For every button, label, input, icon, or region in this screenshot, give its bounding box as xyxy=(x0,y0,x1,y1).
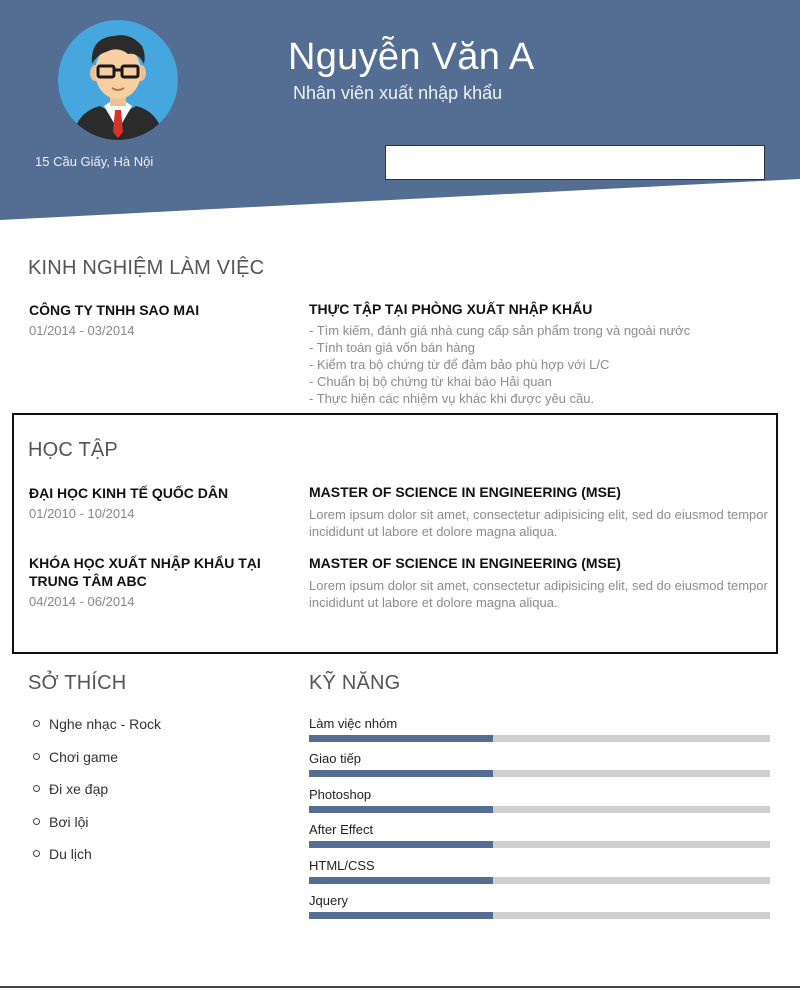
skill-name: Giao tiếp xyxy=(309,751,362,767)
list-item xyxy=(33,749,161,782)
education-date: 01/2010 - 10/2014 xyxy=(29,506,135,521)
skill-bar xyxy=(309,841,770,848)
experience-task: - Kiểm tra bộ chứng từ để đảm bảo phù hợp với L/C xyxy=(309,357,610,372)
skill-item xyxy=(309,716,771,751)
skill-item xyxy=(309,893,771,928)
education-description: Lorem ipsum dolor sit amet, consectetur adipisicing elit, sed do eiusmod tempor incididunt ut labore et dolore magna aliqua. xyxy=(309,507,768,539)
man-with-glasses-avatar-icon xyxy=(58,20,178,140)
avatar xyxy=(58,20,178,140)
hobby-label: Bơi lội xyxy=(49,813,89,830)
contact-box[interactable] xyxy=(385,145,765,180)
skill-name: Jquery xyxy=(309,892,349,908)
hobby-label: Đi xe đạp xyxy=(49,781,109,797)
education-school: ĐẠI HỌC KINH TẾ QUỐC DÂN xyxy=(29,485,229,501)
skill-name: Photoshop xyxy=(309,786,372,802)
skill-item xyxy=(309,822,771,857)
education-school: KHÓA HỌC XUẤT NHẬP KHẨU TẠI TRUNG TÂM ABC xyxy=(29,555,261,589)
circle-bullet-icon xyxy=(33,720,40,727)
education-degree: MASTER OF SCIENCE IN ENGINEERING (MSE) xyxy=(309,555,621,571)
education-description: Lorem ipsum dolor sit amet, consectetur adipisicing elit, sed do eiusmod tempor incididunt ut labore et dolore magna aliqua. xyxy=(309,578,768,610)
hobby-label: Nghe nhạc - Rock xyxy=(49,716,162,732)
experience-section-title: KINH NGHIỆM LÀM VIỆC xyxy=(28,257,265,279)
experience-task: - Thực hiện các nhiệm vụ khác khi được yêu cầu. xyxy=(309,391,595,406)
skill-bar-fill xyxy=(309,735,493,742)
list-item xyxy=(33,781,161,814)
skill-bar-fill xyxy=(309,877,493,884)
skill-list xyxy=(309,716,771,928)
skill-name: Làm việc nhóm xyxy=(309,716,398,731)
hobby-list xyxy=(33,716,161,879)
circle-bullet-icon xyxy=(33,850,40,857)
hobby-label: Du lịch xyxy=(49,846,92,862)
skill-item xyxy=(309,787,771,822)
candidate-name: Nguyễn Văn A xyxy=(288,36,535,78)
skill-bar-fill xyxy=(309,770,493,777)
skill-item xyxy=(309,858,771,893)
skill-item xyxy=(309,751,771,786)
skill-bar xyxy=(309,735,770,742)
skill-bar xyxy=(309,806,770,813)
experience-task: - Tính toán giá vốn bán hàng xyxy=(309,340,475,355)
hobby-label: Chơi game xyxy=(49,748,119,765)
experience-company: CÔNG TY TNHH SAO MAI xyxy=(29,302,200,318)
skill-bar xyxy=(309,877,770,884)
hobbies-section-title: SỞ THÍCH xyxy=(28,672,127,694)
skill-bar-fill xyxy=(309,806,493,813)
circle-bullet-icon xyxy=(33,753,40,760)
circle-bullet-icon xyxy=(33,818,40,825)
experience-task: - Tìm kiếm, đánh giá nhà cung cấp sản phẩm trong và ngoài nước xyxy=(309,323,691,338)
experience-role: THỰC TẬP TẠI PHÒNG XUẤT NHẬP KHẨU xyxy=(309,301,593,317)
education-date: 04/2014 - 06/2014 xyxy=(29,594,135,609)
skill-bar-fill xyxy=(309,912,493,919)
circle-bullet-icon xyxy=(33,785,40,792)
list-item xyxy=(33,846,161,879)
list-item xyxy=(33,814,161,847)
skill-name: After Effect xyxy=(309,822,374,838)
skill-name: HTML/CSS xyxy=(309,857,375,873)
experience-date: 01/2014 - 03/2014 xyxy=(29,323,135,338)
candidate-job-title: Nhân viên xuất nhập khẩu xyxy=(293,83,503,103)
candidate-address: 15 Cầu Giấy, Hà Nội xyxy=(35,154,154,169)
education-section-title: HỌC TẬP xyxy=(28,439,118,461)
bottom-divider xyxy=(0,986,800,988)
skill-bar xyxy=(309,912,770,919)
list-item xyxy=(33,716,161,749)
experience-task: - Chuẩn bị bộ chứng từ khai báo Hải quan xyxy=(309,374,552,389)
experience-task-list xyxy=(309,322,690,407)
skill-bar xyxy=(309,770,770,777)
skills-section-title: KỸ NĂNG xyxy=(309,672,401,694)
education-degree: MASTER OF SCIENCE IN ENGINEERING (MSE) xyxy=(309,484,621,500)
skill-bar-fill xyxy=(309,841,493,848)
